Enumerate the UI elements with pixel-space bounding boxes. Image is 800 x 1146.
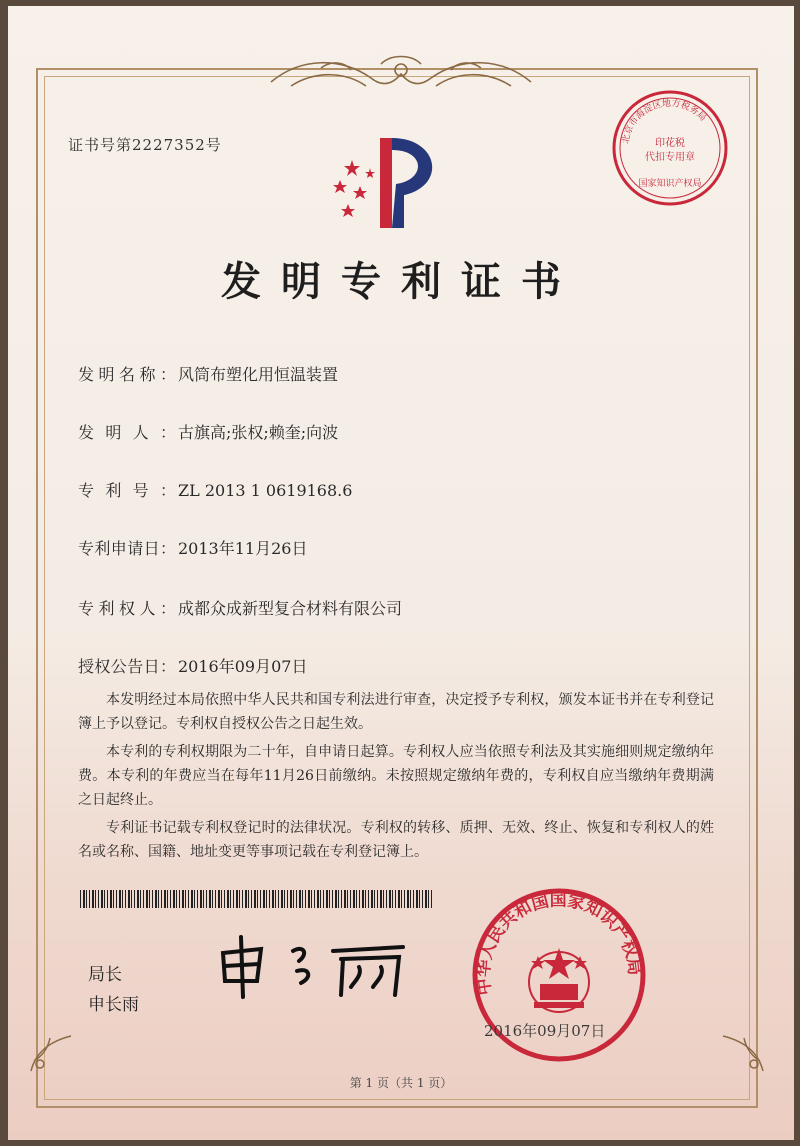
field-value: 2016年09月07日 [178,657,308,676]
field-patentee [78,596,402,619]
top-ornament-icon [261,52,541,98]
body-paragraph-2: 本专利的专利权期限为二十年，自申请日起算。专利权人应当依照专利法及其实施细则规定缴纳年费。本专利的年费应当在每年11月26日前缴纳。未按照规定缴纳年费的，专利权自应当缴纳年费期满之日起终止。 [78,744,714,808]
barcode [80,890,434,908]
svg-text:代扣专用章: 代扣专用章 [645,152,695,163]
bottom-left-corner-ornament-icon [26,1026,76,1076]
certificate-page [8,6,794,1140]
svg-text:印花税: 印花税 [655,138,685,149]
field-label: 专利号： [78,481,176,500]
field-label: 发明人： [78,423,176,442]
certificate-title: 发明专利证书 [221,259,581,305]
page-number: 第 1 页（共 1 页） [349,1076,453,1090]
svg-text:国家知识产权局: 国家知识产权局 [638,179,702,189]
certificate-body [78,688,714,868]
director-title: 局长 [88,965,122,985]
body-paragraph-3: 专利证书记载专利权登记时的法律状况。专利权的转移、质押、无效、终止、恢复和专利权人的姓名或名称、国籍、地址变更等事项记载在专利登记簿上。 [78,820,714,860]
field-value: 古旗高;张权;赖奎;向波 [178,423,339,442]
field-value: ZL 2013 1 0619168.6 [178,481,353,500]
field-label: 专利权人： [78,599,176,618]
body-paragraph-1: 本发明经过本局依照中华人民共和国专利法进行审查，决定授予专利权，颁发本证书并在专利登记簿上予以登记。专利权自授权公告之日起生效。 [78,692,714,732]
field-inventors [78,420,338,443]
svg-text:中华人民共和国国家知识产权局: 中华人民共和国国家知识产权局 [473,890,645,997]
certificate-number: 证书号第2227352号 [68,136,222,154]
bottom-right-corner-ornament-icon [718,1026,768,1076]
field-application-date [78,536,307,559]
field-invention-name [78,362,338,385]
field-value: 成都众成新型复合材料有限公司 [178,599,403,618]
grant-seal-date: 2016年09月07日 [484,1022,606,1040]
field-label: 专利申请日： [78,539,176,558]
field-value: 2013年11月26日 [178,539,308,558]
field-value: 风筒布塑化用恒温装置 [178,365,339,384]
director-name: 申长雨 [88,995,139,1015]
field-label: 发明名称： [78,365,176,384]
patent-office-logo-icon [330,130,460,230]
field-grant-date [78,654,307,677]
field-label: 授权公告日： [78,657,176,676]
field-patent-number [78,478,352,501]
director-signature-icon [213,931,413,1001]
svg-text:北京市海淀区地方税务局: 北京市海淀区地方税务局 [621,98,708,145]
tax-seal-stamp-icon [610,88,730,208]
